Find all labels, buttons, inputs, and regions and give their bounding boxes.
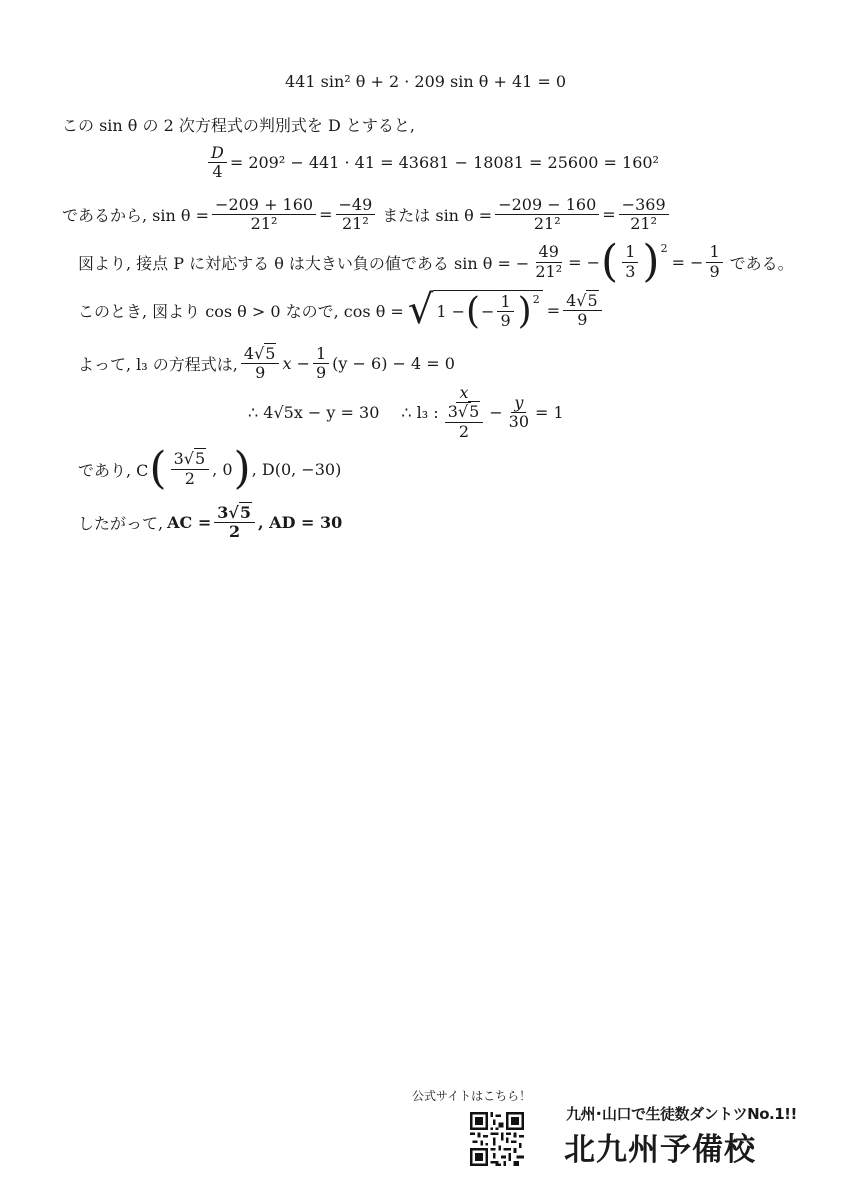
result-line: ∴ 4√5x − y = 30 ∴ l₃ : $\frac{x}{\frac{3√5}{2}}$ − $\frac{y}{30}$ = 1 [248, 383, 564, 441]
l3-equation-line: よって, l₃ の方程式は, $\frac{4√5}{9}$ x − $\frac{1}{9}$ (y − 6) − 4 = 0 [78, 344, 455, 383]
cos-line: このとき, 図より cos θ > 0 なので, cos θ = √ 1 − ( − $\frac{1}{9}$ ) $^2$ = $\frac{4√5}{9}$ [78, 290, 605, 331]
discriminant-intro: この sin θ の 2 次方程式の判別式を D とすると, [62, 116, 415, 135]
tangent-line: 図より, 接点 P に対応する θ は大きい負の値である sin θ = − $\frac{49}{\text{21²}}$ = − ( $\frac{1}{3}$ ) $^2$ = − $\frac{1}{9}$ である。 [78, 236, 794, 287]
qr-code-icon[interactable] [470, 1112, 524, 1166]
fraction-d-over-4: $\frac{D}{4}$ [208, 144, 227, 182]
website-caption: 公式サイトはこちら！ [412, 1089, 532, 1103]
brand-logo: 北九州予備校 [564, 1132, 756, 1168]
slogan-text: 九州･山口で生徒数ダントツNo.1!! [566, 1105, 797, 1123]
roots-line: であるから, sin θ = $\frac{-209 + 160}{\text{21²}}$ = $\frac{-49}{\text{21²}}$ または sin θ = $\frac{-209 - 160}{\text{21²}}$ = $\frac{-369}{\text{21²}}$ [62, 196, 672, 234]
discriminant-equation: $\frac{D}{4}$ = 209² − 441 · 41 = 43681 − 18081 = 25600 = 160² [205, 144, 659, 182]
points-line: であり, C ( $\frac{3√5}{2}$ , 0 ) , D(0, −30) [78, 443, 342, 494]
sqrt-expression: √ 1 − ( − $\frac{1}{9}$ ) $^2$ [408, 290, 543, 331]
answer-line: したがって, AC = $\frac{3√5}{2}$ , AD = 30 [78, 503, 343, 542]
equation-quadratic: 441 sin² θ + 2 · 209 sin θ + 41 = 0 [285, 72, 567, 91]
